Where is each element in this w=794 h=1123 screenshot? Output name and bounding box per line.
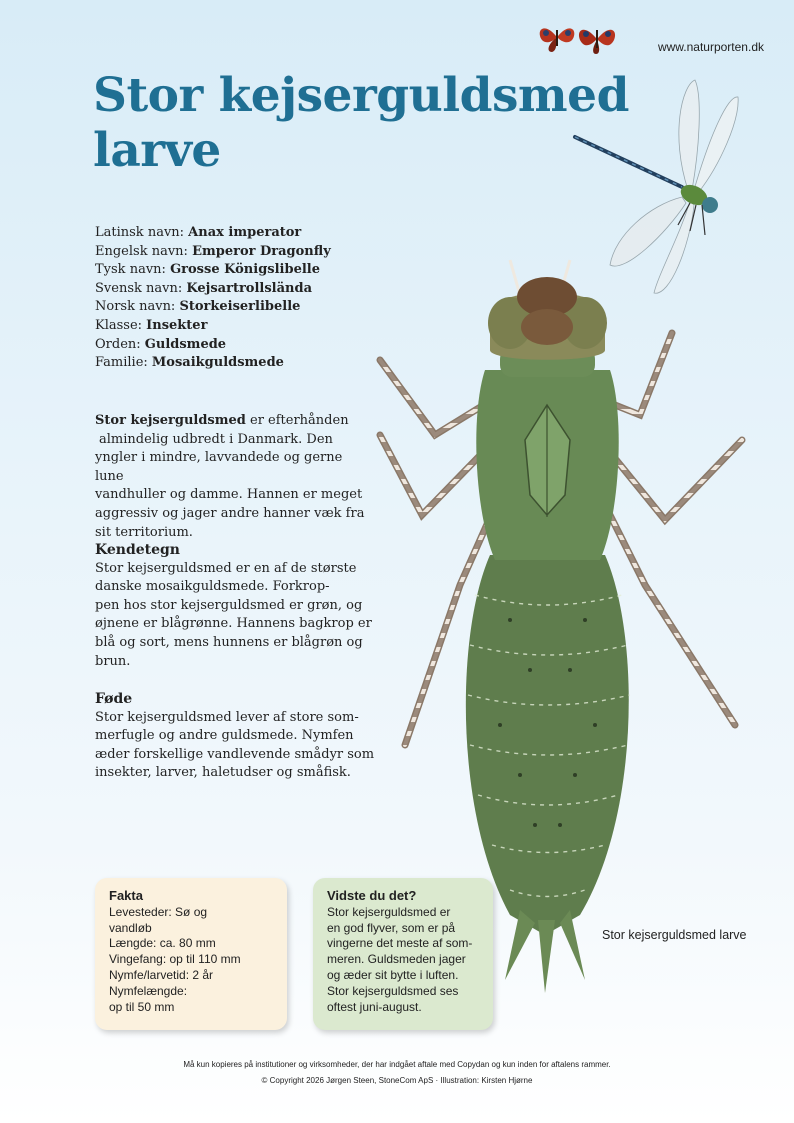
order-row: Orden: Guldsmede — [95, 336, 227, 352]
fakta-box: Fakta Levesteder: Sø og vandløb Længde: ca. 80 mm Vingefang: op til 110 mm Nymfe/larvetid: 2 år Nymfelængde: op til 50 mm — [95, 878, 287, 1030]
german-name: Grosse Königslibelle — [170, 262, 320, 278]
copy-notice: Må kun kopieres på institutioner og virksomheder, der har indgået aftale med Copydan og kun inden for aftalens rammer. — [183, 1060, 611, 1069]
kendetegn-heading: Kendetegn — [95, 542, 180, 558]
order-value: Guldsmede — [144, 336, 227, 352]
intro-paragraph: Stor kejserguldsmed er efterhånden almindelig udbredt i Danmark. Den yngler i mindre, lavvandede og gerne lune vandhuller og damme. Hannen er meget aggressiv og jager andre hanner væk fra sit territorium. — [95, 413, 365, 540]
norwegian-name: Storkeiserlibelle — [179, 299, 301, 315]
family-row: Familie: Mosaikguldsmede — [95, 355, 284, 371]
english-name: Emperor Dragonfly — [192, 243, 331, 259]
names-list — [95, 224, 331, 373]
norwegian-name-row: Norsk navn: Storkeiserlibelle — [95, 299, 301, 315]
swedish-name-row: Svensk navn: Kejsartrollslända — [95, 280, 312, 296]
swedish-name: Kejsartrollslända — [186, 280, 312, 296]
fakta-heading: Fakta — [109, 888, 143, 903]
website-url[interactable]: www.naturporten.dk — [657, 40, 764, 54]
vidste-heading: Vidste du det? — [327, 888, 417, 903]
latin-name: Anax imperator — [188, 225, 302, 240]
title-line-1: Stor kejserguldsmed — [93, 68, 629, 123]
class-value: Insekter — [146, 317, 208, 333]
german-name-row: Tysk navn: Grosse Königslibelle — [95, 262, 320, 278]
family-value: Mosaikguldsmede — [151, 355, 284, 371]
fode-section: Føde Stor kejserguldsmed lever af store som- merfugle og andre guldsmede. Nymfen æder forskellige vandlevende smådyr som insekter, larver, haletudser og småfisk. — [95, 691, 375, 781]
english-name-row: Engelsk navn: Emperor Dragonfly — [95, 243, 331, 259]
page-title — [93, 68, 653, 178]
class-row: Klasse: Insekter — [95, 317, 208, 333]
latin-name-row: Latinsk navn: Anax imperator — [95, 225, 302, 240]
kendetegn-section: Kendetegn Stor kejserguldsmed er en af de største danske mosaikguldsmede. Forkrop- pen hos stor kejserguldsmed er grøn, og øjnene er blågrønne. Hannens bagkrop er blå og sort, mens hunnens er blågrøn og brun. — [95, 541, 375, 671]
title-line-2: larve — [93, 123, 221, 178]
larva-caption: Stor kejserguldsmed larve — [602, 928, 747, 942]
vidste-du-det-box: Vidste du det? Stor kejserguldsmed er en god flyver, som er på vingerne det meste af som- meren. Guldsmeden jager og æder sit bytte i luften. Stor kejserguldsmed ses oftest juni-august. — [313, 878, 493, 1030]
copyright-line: © Copyright 2026 Jørgen Steen, StoneCom ApS · Illustration: Kirsten Hjørne — [261, 1076, 533, 1085]
intro-species-name: Stor kejserguldsmed — [95, 413, 246, 428]
fode-heading: Føde — [95, 691, 133, 707]
butterflies-logo — [538, 18, 618, 56]
